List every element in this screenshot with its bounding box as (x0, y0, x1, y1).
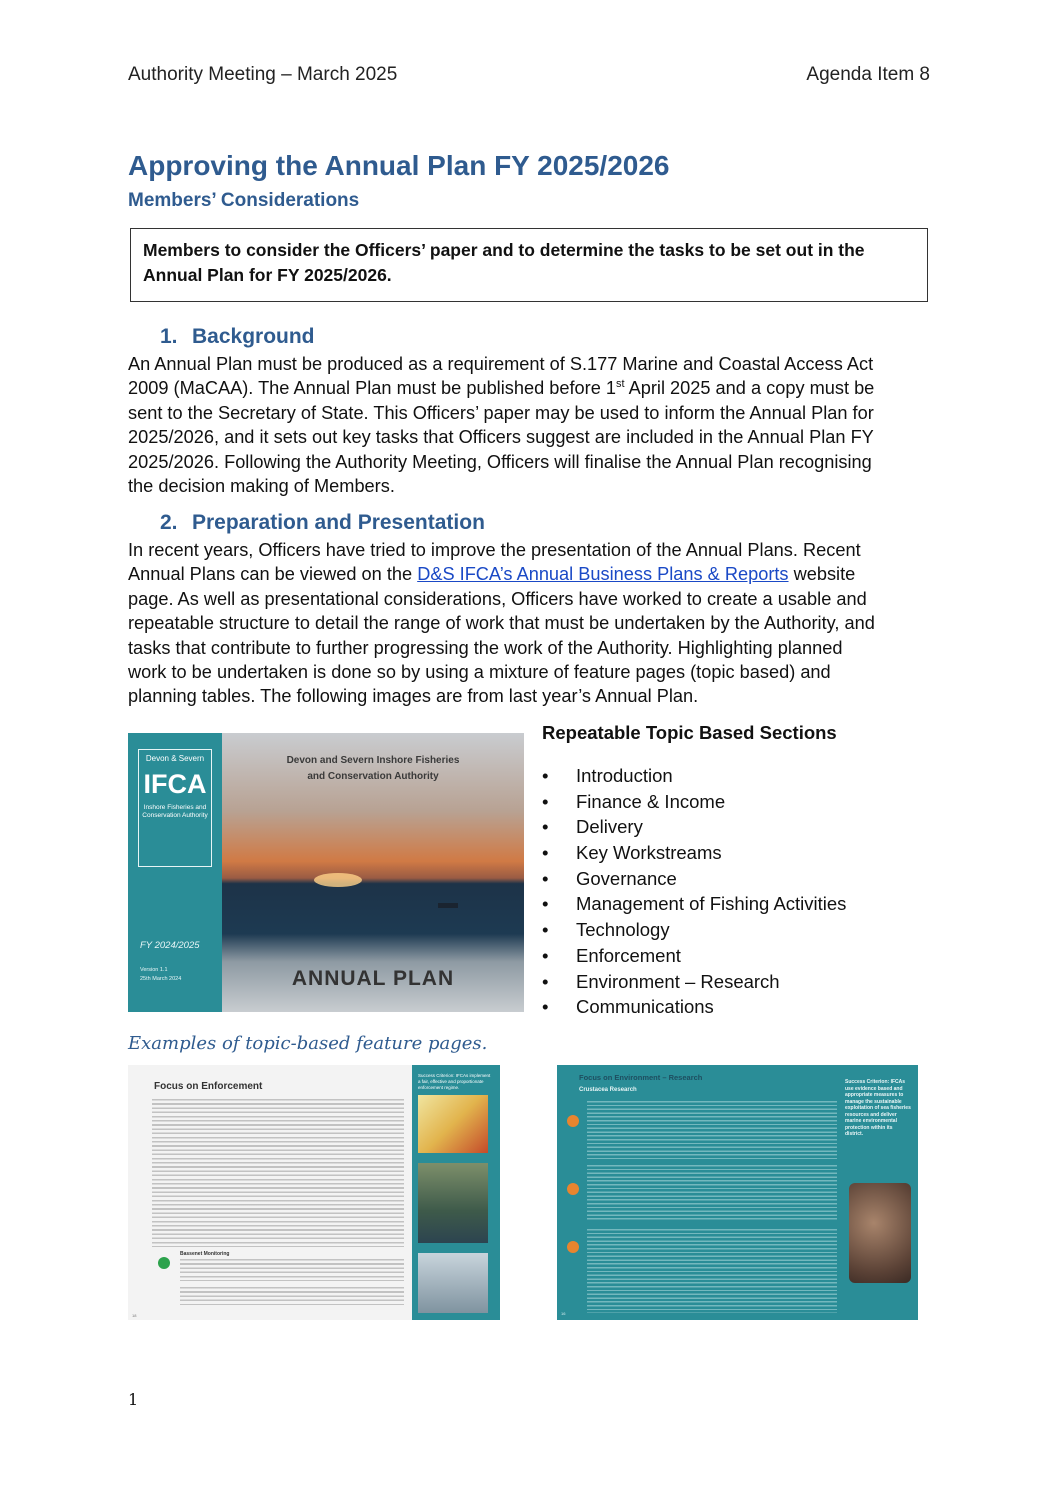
bullet-icon: • (542, 867, 549, 889)
map-image (418, 1095, 488, 1153)
feature-title: Focus on Environment – Research (579, 1073, 703, 1082)
annual-plan-cover-image (128, 733, 524, 1012)
body-text-block (587, 1229, 837, 1313)
section-2-line: Annual Plans can be viewed on the D&S IFCA’s Annual Business Plans & Reports website (128, 564, 856, 585)
section-1-line: the decision making of Members. (128, 476, 395, 497)
recommendation-box: Members to consider the Officers’ paper and to determine the tasks to be set out in the Annual Plan for FY 2025/2026. (130, 228, 928, 302)
section-1-body (128, 352, 930, 498)
section-2-line: tasks that contribute to further progressing the work of the Authority. Highlighting planned (128, 637, 843, 658)
boat-silhouette (438, 903, 458, 908)
section-2-line: page. As well as presentational considerations, Officers have worked to create a usable and (128, 588, 867, 609)
section-1-line: An Annual Plan must be produced as a requirement of S.177 Marine and Coastal Access Act (128, 354, 874, 374)
orange-dot-icon (567, 1183, 579, 1195)
section-2-body (128, 538, 930, 709)
topics-heading: Repeatable Topic Based Sections (542, 722, 837, 743)
annual-plans-link[interactable]: D&S IFCA’s Annual Business Plans & Reports (417, 564, 789, 585)
body-text-block (180, 1259, 404, 1281)
cover-fy: FY 2024/2025 (140, 940, 200, 951)
patrol-photo (418, 1163, 488, 1243)
page-subtitle: Members’ Considerations (128, 190, 360, 211)
bullet-icon: • (542, 944, 549, 966)
section-2-line: planning tables. The following images are from last year’s Annual Plan. (128, 686, 699, 707)
feature-page-number: 16 (561, 1311, 566, 1316)
section-2-number: 2. (160, 511, 178, 534)
vessel-photo (418, 1253, 488, 1313)
bullet-icon: • (542, 970, 549, 992)
feature-page-number: 18 (132, 1313, 137, 1318)
ifca-logo: Devon & Severn IFCA Inshore Fisheries and Conservation Authority (138, 749, 212, 867)
success-criterion: Success Criterion: IFCAs implement a fair, effective and proportionate enforcement regime. (418, 1073, 491, 1090)
orange-dot-icon (567, 1241, 579, 1253)
header-left: Authority Meeting – March 2025 (128, 64, 398, 85)
cover-version: Version 1.1 25th March 2024 (140, 967, 182, 982)
section-1-title: Background (192, 325, 315, 348)
section-1-line: 2025/2026, and it sets out key tasks that Officers suggest are included in the Annual Plan FY (128, 427, 874, 448)
section-2-line: In recent years, Officers have tried to improve the presentation of the Annual Plans. Recent (128, 540, 861, 560)
body-text-block (180, 1287, 404, 1305)
orange-dot-icon (567, 1115, 579, 1127)
section-1-number: 1. (160, 325, 178, 348)
cover-organisation: Devon and Severn Inshore Fisheries and Conservation Authority (286, 755, 460, 782)
body-text-block (587, 1101, 837, 1159)
cover-plan-title: ANNUAL PLAN (291, 967, 455, 990)
section-1-line: sent to the Secretary of State. This Officers’ paper may be used to inform the Annual Plan for (128, 402, 874, 423)
success-criterion: Success Criterion: IFCAs use evidence based and appropriate measures to manage the sustainable exploitation of sea fisheries resources and deliver marine environmental protection within its district. (845, 1079, 911, 1137)
enforcement-feature-page (128, 1065, 500, 1320)
section-2-heading (160, 511, 485, 535)
bullet-icon: • (542, 816, 549, 838)
page-number: 1 (128, 1390, 139, 1409)
bullet-icon: • (542, 842, 549, 864)
shellfish-photo (849, 1183, 911, 1283)
bullet-icon: • (542, 996, 549, 1018)
body-text-block (587, 1165, 837, 1221)
feature-title: Focus on Enforcement (154, 1081, 263, 1092)
section-1-heading (160, 325, 315, 349)
feature-subheading: Bassenet Monitoring (180, 1251, 230, 1257)
section-1-line: 2025/2026. Following the Authority Meeting, Officers will finalise the Annual Plan recognising (128, 451, 872, 472)
feature-subtitle: Crustacea Research (579, 1087, 637, 1093)
section-2-title: Preparation and Presentation (192, 511, 485, 534)
sun-glow (314, 873, 362, 887)
bullet-icon: • (542, 893, 549, 915)
page-title: Approving the Annual Plan FY 2025/2026 (128, 150, 670, 181)
bullet-icon: • (542, 919, 549, 941)
section-2-line: repeatable structure to detail the range of work that must be undertaken by the Authority, and (128, 613, 875, 634)
green-dot-icon (158, 1257, 170, 1269)
environment-feature-page (557, 1065, 918, 1320)
header-right: Agenda Item 8 (806, 64, 930, 85)
section-2-line: work to be undertaken is done so by using a mixture of feature pages (topic based) and (128, 662, 831, 683)
bullet-icon: • (542, 790, 549, 812)
body-text-block (152, 1099, 404, 1247)
section-1-line: 2009 (MaCAA). The Annual Plan must be published before 1st April 2025 and a copy must be (128, 378, 875, 399)
figure-caption: Examples of topic-based feature pages. (128, 1033, 488, 1054)
bullet-icon: • (542, 765, 549, 786)
